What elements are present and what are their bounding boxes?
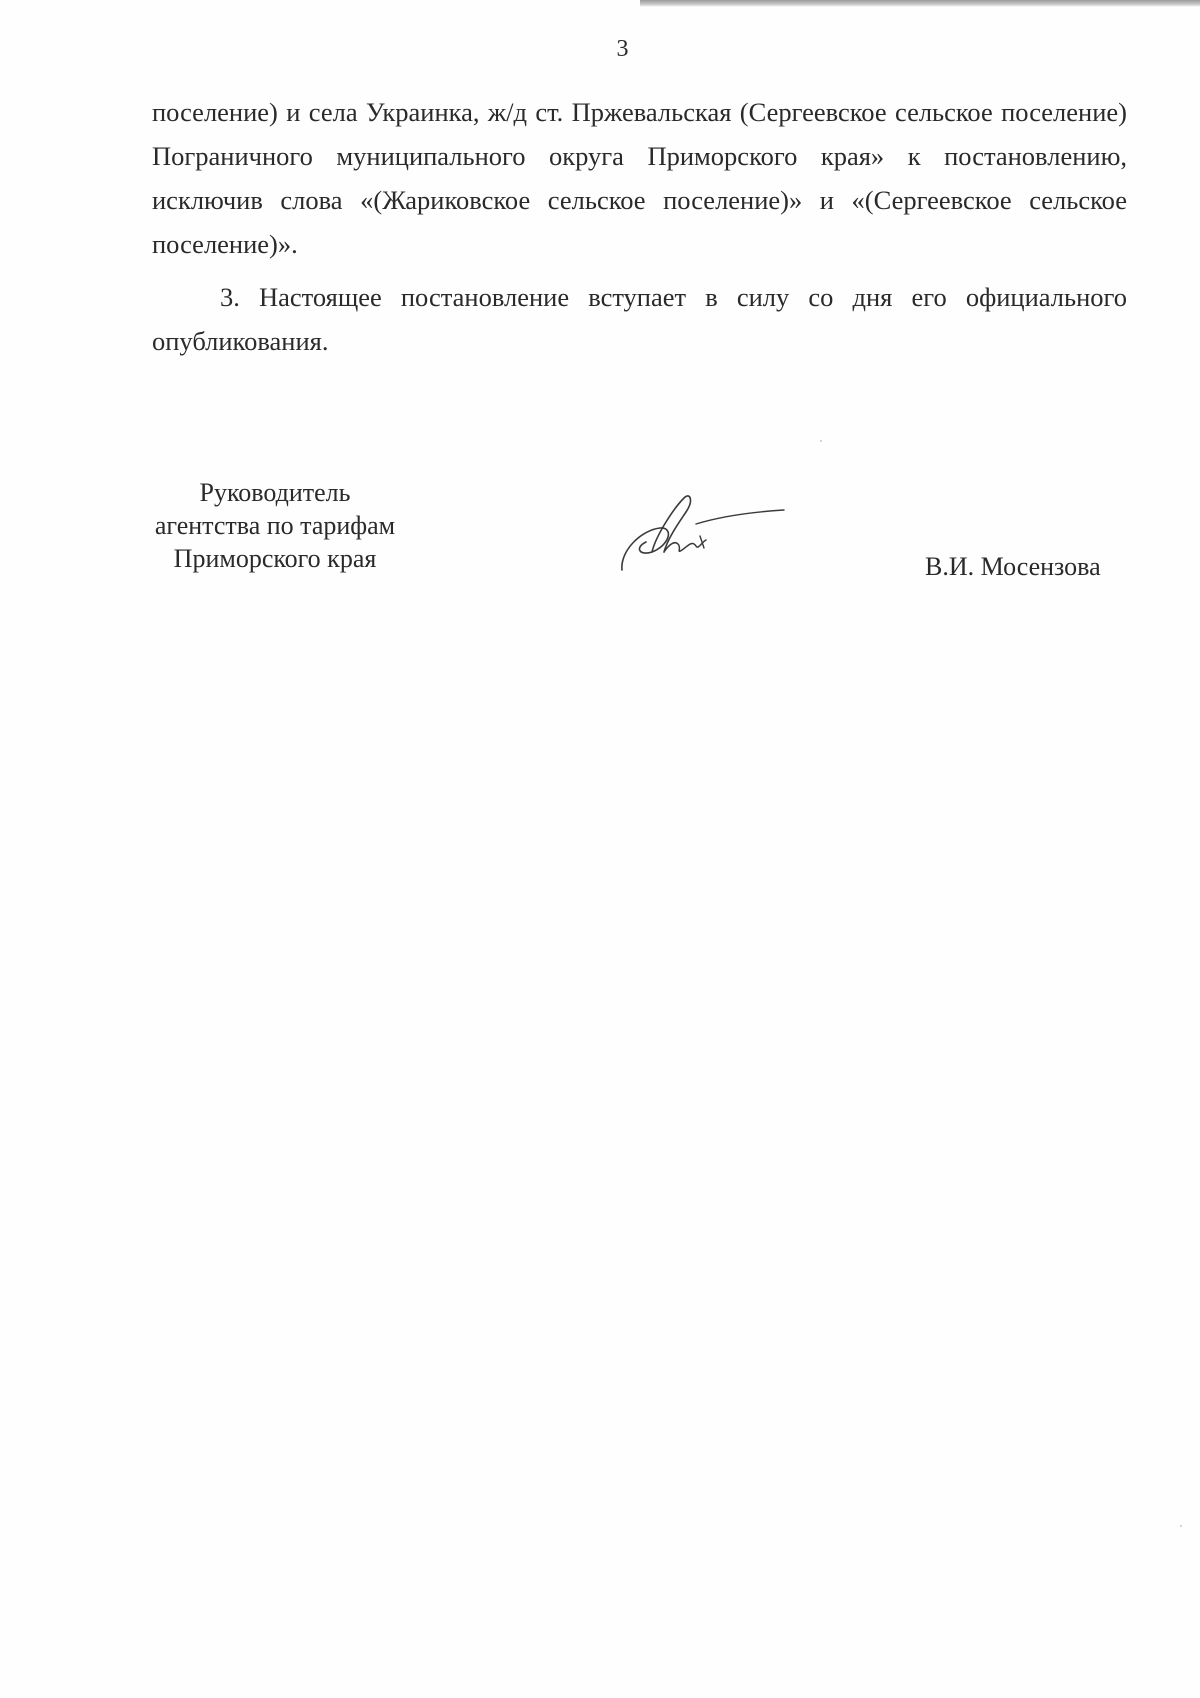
page-number: 3 — [616, 36, 629, 62]
signatory-title — [130, 476, 420, 575]
paragraph-3-effective-date: 3. Настоящее постановление вступает в силу со дня его официального опубликования. — [152, 282, 1127, 356]
scan-shadow-edge — [640, 0, 1200, 7]
paragraph-continuation: поселение) и села Украинка, ж/д ст. Пржевальская (Сергеевское сельское поселение) Пограничного муниципального округа Приморского края» к постановлению, исключив слова «(Жариковское сельское поселение)» и «(Сергеевское сельское поселение)». — [152, 97, 1127, 259]
scan-speck — [820, 440, 822, 442]
signatory-title-line-3: Приморского края — [173, 544, 377, 573]
signatory-title-line-2: агентства по тарифам — [154, 511, 396, 540]
document-body — [152, 90, 1127, 363]
signatory-name: В.И. Мосензова — [925, 552, 1101, 581]
signatory-title-line-1: Руководитель — [199, 478, 351, 507]
handwritten-signature — [612, 490, 792, 580]
scan-speck — [1180, 1525, 1182, 1527]
